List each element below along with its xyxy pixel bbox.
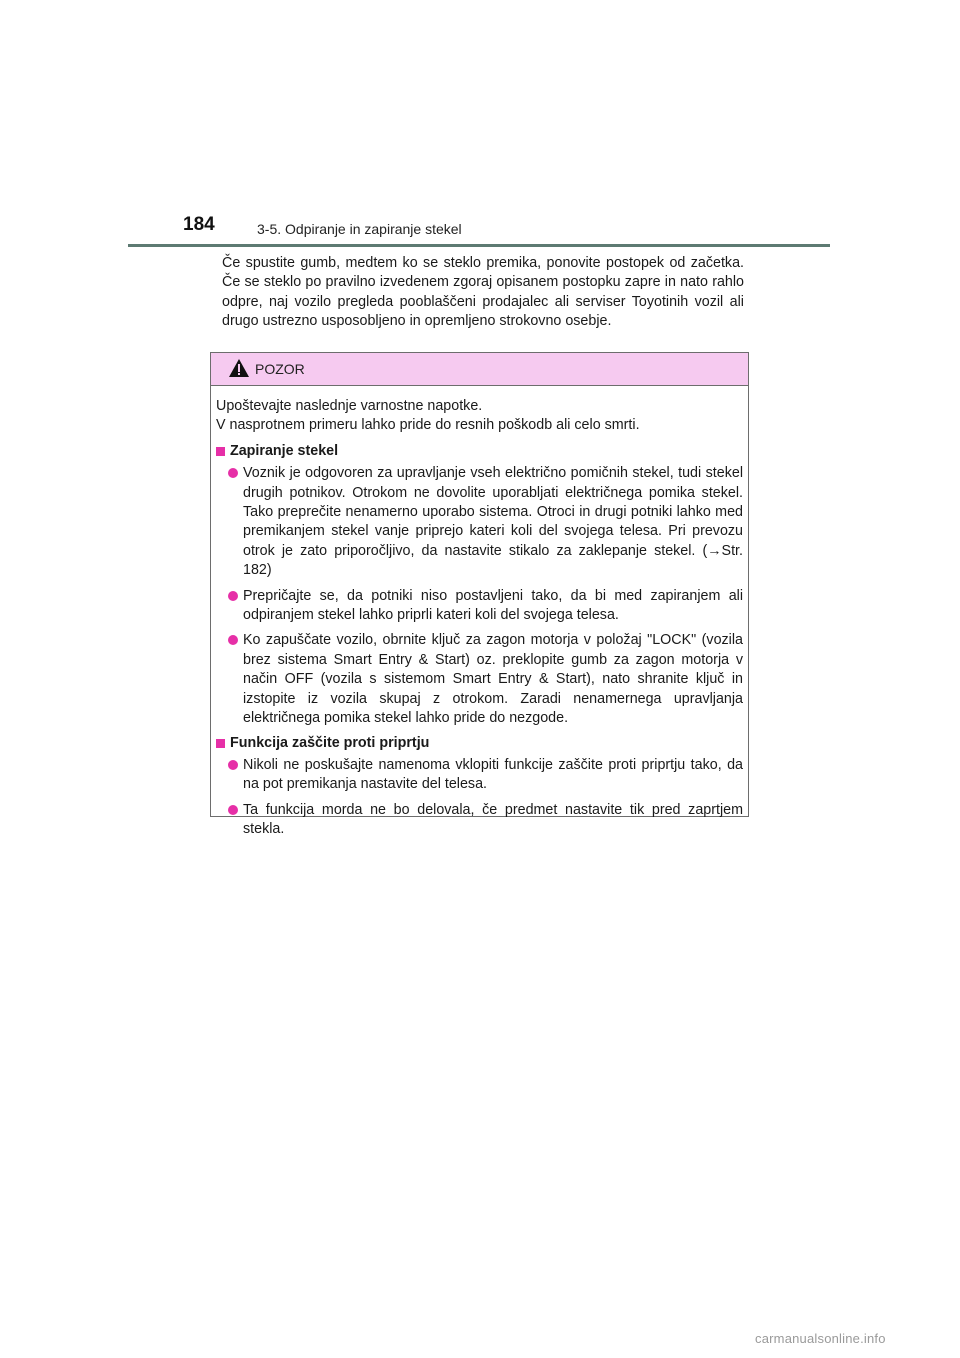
circle-bullet-icon bbox=[228, 635, 238, 645]
section-heading bbox=[216, 734, 743, 753]
circle-bullet-icon bbox=[228, 591, 238, 601]
list-item-text: Ko zapuščate vozilo, obrnite ključ za zagon motorja v položaj "LOCK" (vozila brez sistema Smart Entry & Start) oz. preklopite gumb za zagon motorja v način OFF (vozila s sistemom Smart Entry & Start), nato shranite ključ in izstopite iz vozila skupaj z otrokom. Zaradi nenamernega upravljanja električnega pomika stekel lahko pride do nezgode. bbox=[243, 632, 743, 727]
list-item-text: Ta funkcija morda ne bo delovala, če predmet nastavite tik pred zaprtjem stekla. bbox=[243, 801, 743, 838]
list-item bbox=[216, 801, 743, 840]
list-item bbox=[216, 587, 743, 626]
watermark: carmanualsonline.info bbox=[755, 1331, 886, 1346]
section-heading-text: Funkcija zaščite proti priprtju bbox=[230, 734, 430, 751]
circle-bullet-icon bbox=[228, 805, 238, 815]
caution-intro-line-2: V nasprotnem primeru lahko pride do resnih poškodb ali celo smrti. bbox=[216, 417, 640, 434]
list-item bbox=[216, 756, 743, 795]
section-heading-text: Zapiranje stekel bbox=[230, 442, 339, 459]
square-bullet-icon bbox=[216, 739, 225, 748]
page-header bbox=[0, 0, 960, 250]
list-item-text: Voznik je odgovoren za upravljanje vseh električno pomičnih stekel, tudi stekel drugih potnikov. Otrokom ne dovolite uporabljati električnega pomika stekel. Tako preprečite nenamerno uporabo sistema. Otroci in drugi potniki lahko med premikanjem stekel vanje priprejo kateri koli del svojega telesa. Pri prevozu otrok je zato priporočljivo, da nastavite stikalo za zaklepanje stekel. (→Str. 182) bbox=[243, 465, 743, 579]
header-rule bbox=[128, 244, 830, 247]
intro-paragraph: Če spustite gumb, medtem ko se steklo premika, ponovite postopek od začetka. Če se steklo po pravilno izvedenem zgoraj opisanem postopku zapre in nato rahlo odpre, naj vozilo pregleda pooblaščeni prodajalec ali serviser Toyotinih vozil ali drugo ustrezno usposobljeno in opremljeno strokovno osebje. bbox=[222, 255, 744, 330]
caution-title: POZOR bbox=[255, 361, 305, 377]
section-title: 3-5. Odpiranje in zapiranje stekel bbox=[257, 221, 462, 237]
caution-body bbox=[216, 397, 743, 840]
caution-intro-line-1: Upoštevajte naslednje varnostne napotke. bbox=[216, 398, 483, 414]
section-heading bbox=[216, 442, 743, 461]
page-number: 184 bbox=[183, 214, 215, 235]
caution-box bbox=[210, 352, 749, 838]
list-item bbox=[216, 631, 743, 728]
list-item bbox=[216, 464, 743, 580]
list-item-text: Prepričajte se, da potniki niso postavljeni tako, da bi med zapiranjem ali odpiranjem stekel lahko priprli kateri koli del svojega telesa. bbox=[243, 587, 743, 624]
warning-triangle-icon bbox=[228, 358, 250, 378]
square-bullet-icon bbox=[216, 447, 225, 456]
list-item-text: Nikoli ne poskušajte namenoma vklopiti funkcije zaščite proti priprtju tako, da na pot premikanja nastavite del telesa. bbox=[243, 756, 743, 793]
circle-bullet-icon bbox=[228, 760, 238, 770]
circle-bullet-icon bbox=[228, 468, 238, 478]
caution-header bbox=[211, 353, 748, 386]
